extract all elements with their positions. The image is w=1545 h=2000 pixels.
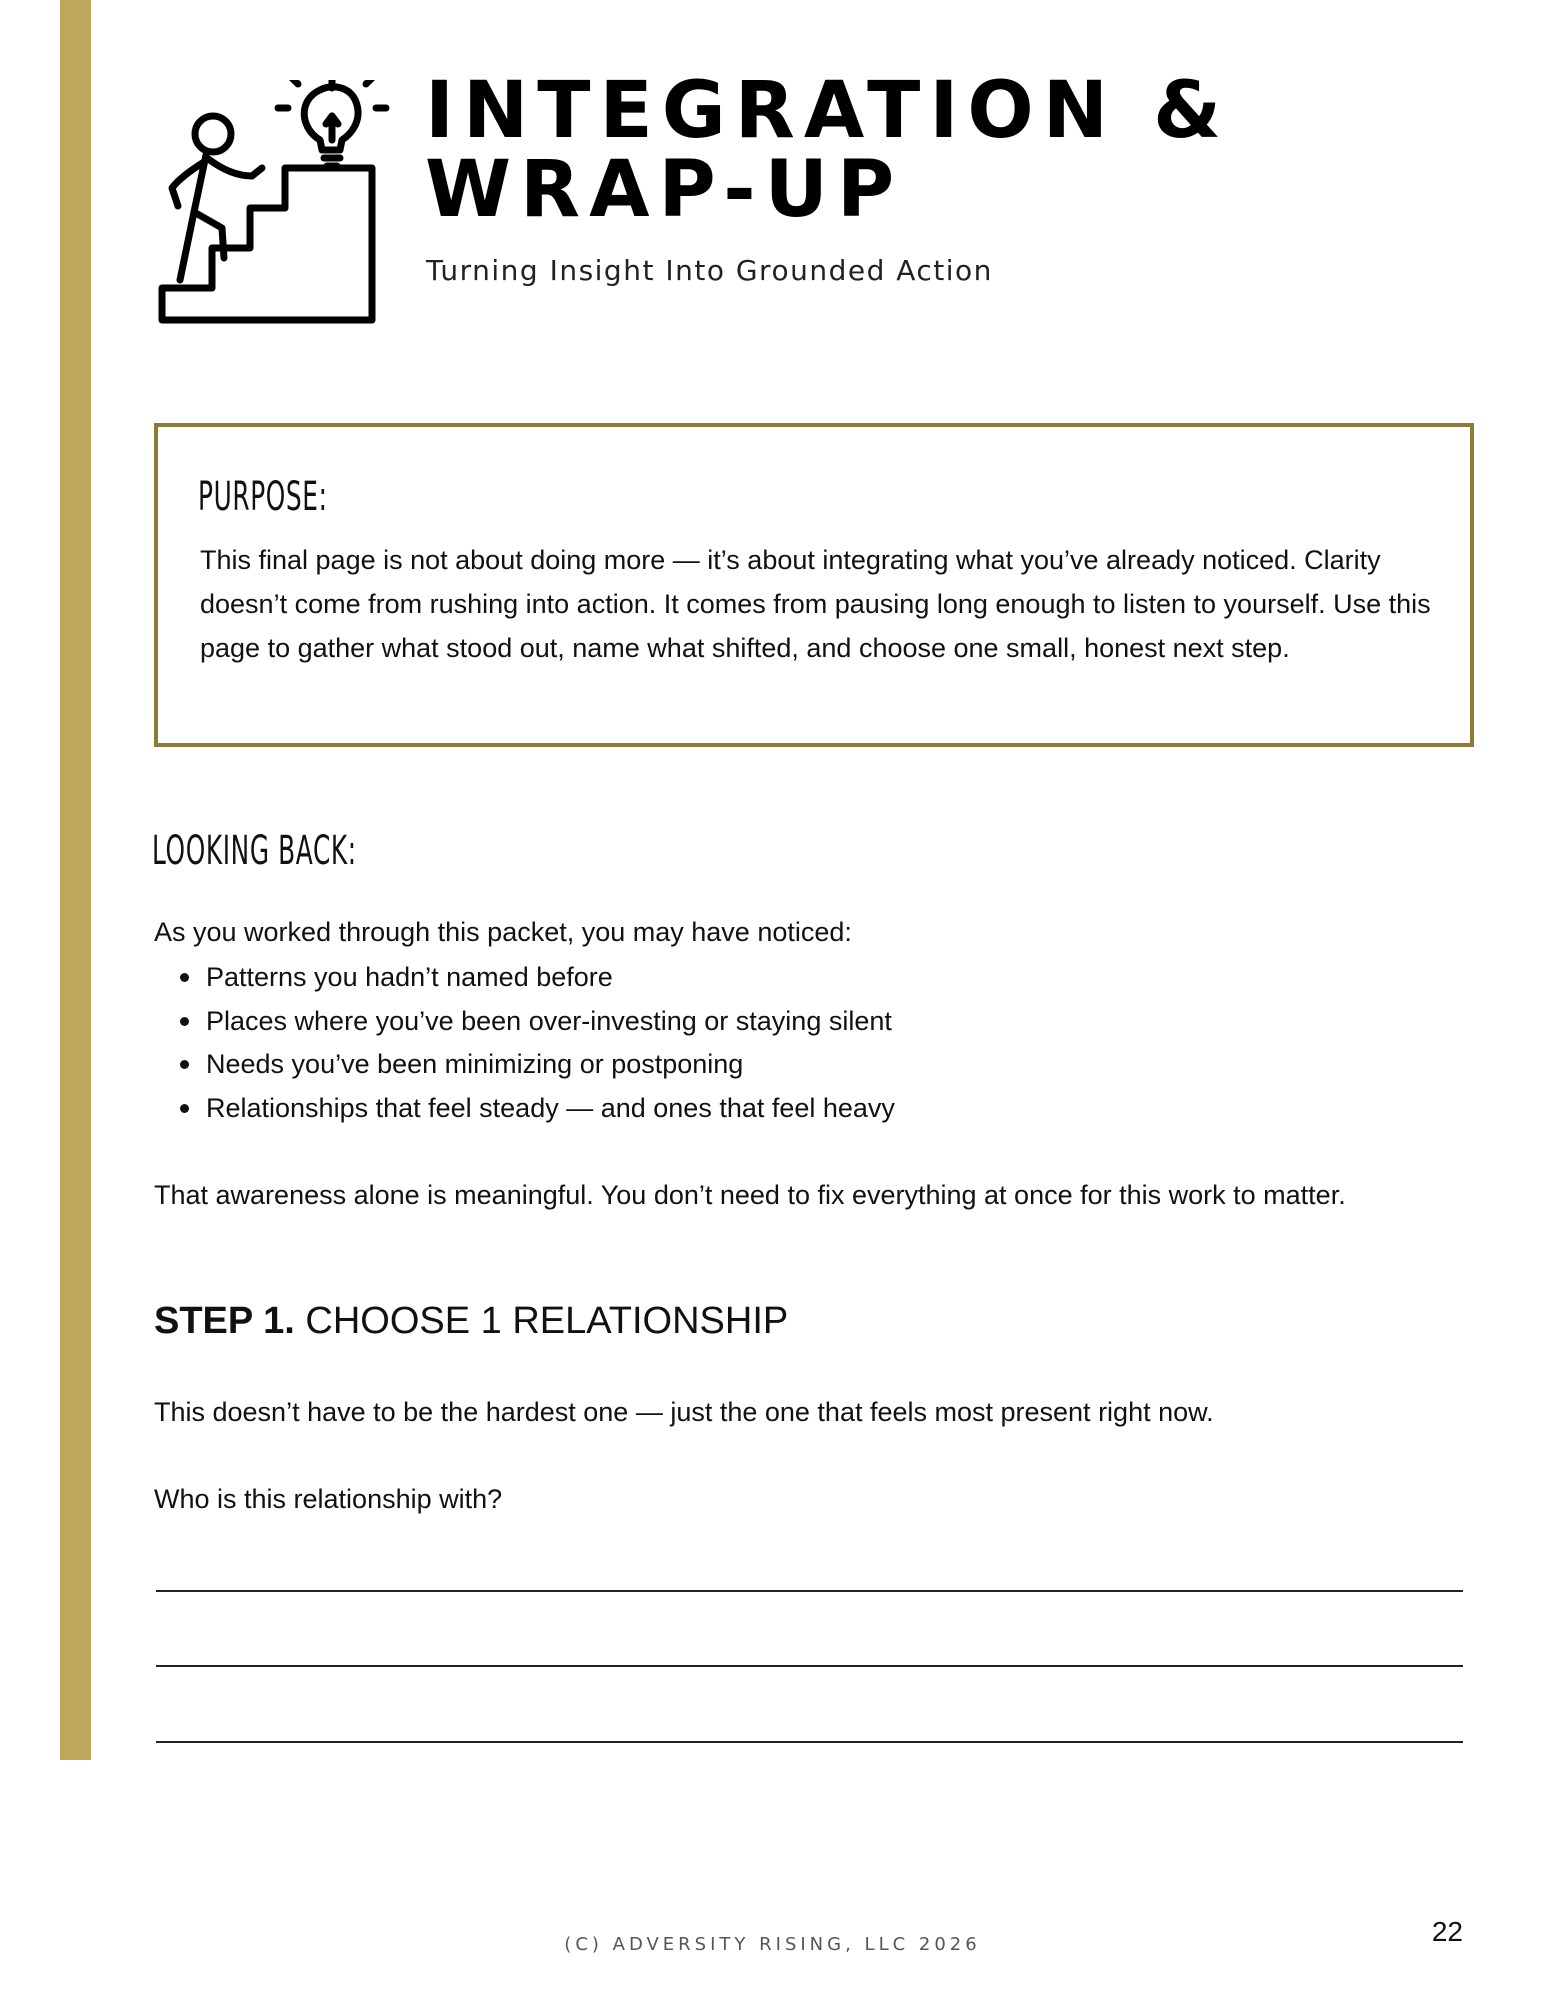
looking-back-heading: LOOKING BACK:	[152, 828, 357, 874]
looking-back-closing: That awareness alone is meaningful. You don’t need to fix everything at once for this work to matter.	[154, 1180, 1346, 1210]
list-item	[180, 956, 895, 1000]
bullet-icon	[180, 1104, 189, 1113]
step-1-heading	[154, 1300, 788, 1343]
gold-side-bar	[60, 0, 91, 1760]
list-item-text: Relationships that feel steady — and ones that feel heavy	[206, 1092, 895, 1123]
step-1-description: This doesn’t have to be the hardest one — just the one that feels most present right now.	[154, 1397, 1214, 1427]
answer-line-1[interactable]	[156, 1590, 1463, 1592]
bullet-icon	[180, 1017, 189, 1026]
answer-line-3[interactable]	[156, 1741, 1463, 1743]
title-line-2: WRAP-UP	[425, 145, 904, 235]
page-number: 22	[1431, 1916, 1463, 1947]
list-item-text: Needs you’ve been minimizing or postponing	[206, 1049, 744, 1079]
list-item	[180, 1087, 895, 1131]
step-1-question: Who is this relationship with?	[154, 1484, 503, 1514]
list-item	[180, 1043, 895, 1087]
looking-back-intro: As you worked through this packet, you may have noticed:	[154, 917, 852, 947]
list-item	[180, 1000, 895, 1044]
list-item-text: Patterns you hadn’t named before	[206, 962, 613, 992]
step-1-label: STEP 1.	[154, 1300, 295, 1342]
person-climbing-stairs-lightbulb-icon	[150, 80, 400, 340]
footer-copyright: (C) ADVERSITY RISING, LLC 2026	[564, 1934, 981, 1955]
page-subtitle: Turning Insight Into Grounded Action	[426, 254, 993, 287]
list-item-text: Places where you’ve been over-investing or staying silent	[206, 1005, 892, 1036]
page-title	[425, 66, 1231, 235]
bullet-icon	[180, 1060, 189, 1069]
bullet-icon	[180, 973, 189, 982]
answer-line-2[interactable]	[156, 1665, 1463, 1667]
title-line-1: INTEGRATION &	[425, 66, 1231, 156]
purpose-heading: PURPOSE:	[198, 474, 328, 520]
purpose-text: This final page is not about doing more — it’s about integrating what you’ve already noticed. Clarity doesn’t come from rushing into action. It comes from pausing long enough to listen to yourself. Use this page to gather what stood out, name what shifted, and choose one small, honest next step.	[200, 545, 1431, 663]
looking-back-list	[180, 956, 895, 1130]
step-1-title: CHOOSE 1 RELATIONSHIP	[305, 1300, 789, 1342]
